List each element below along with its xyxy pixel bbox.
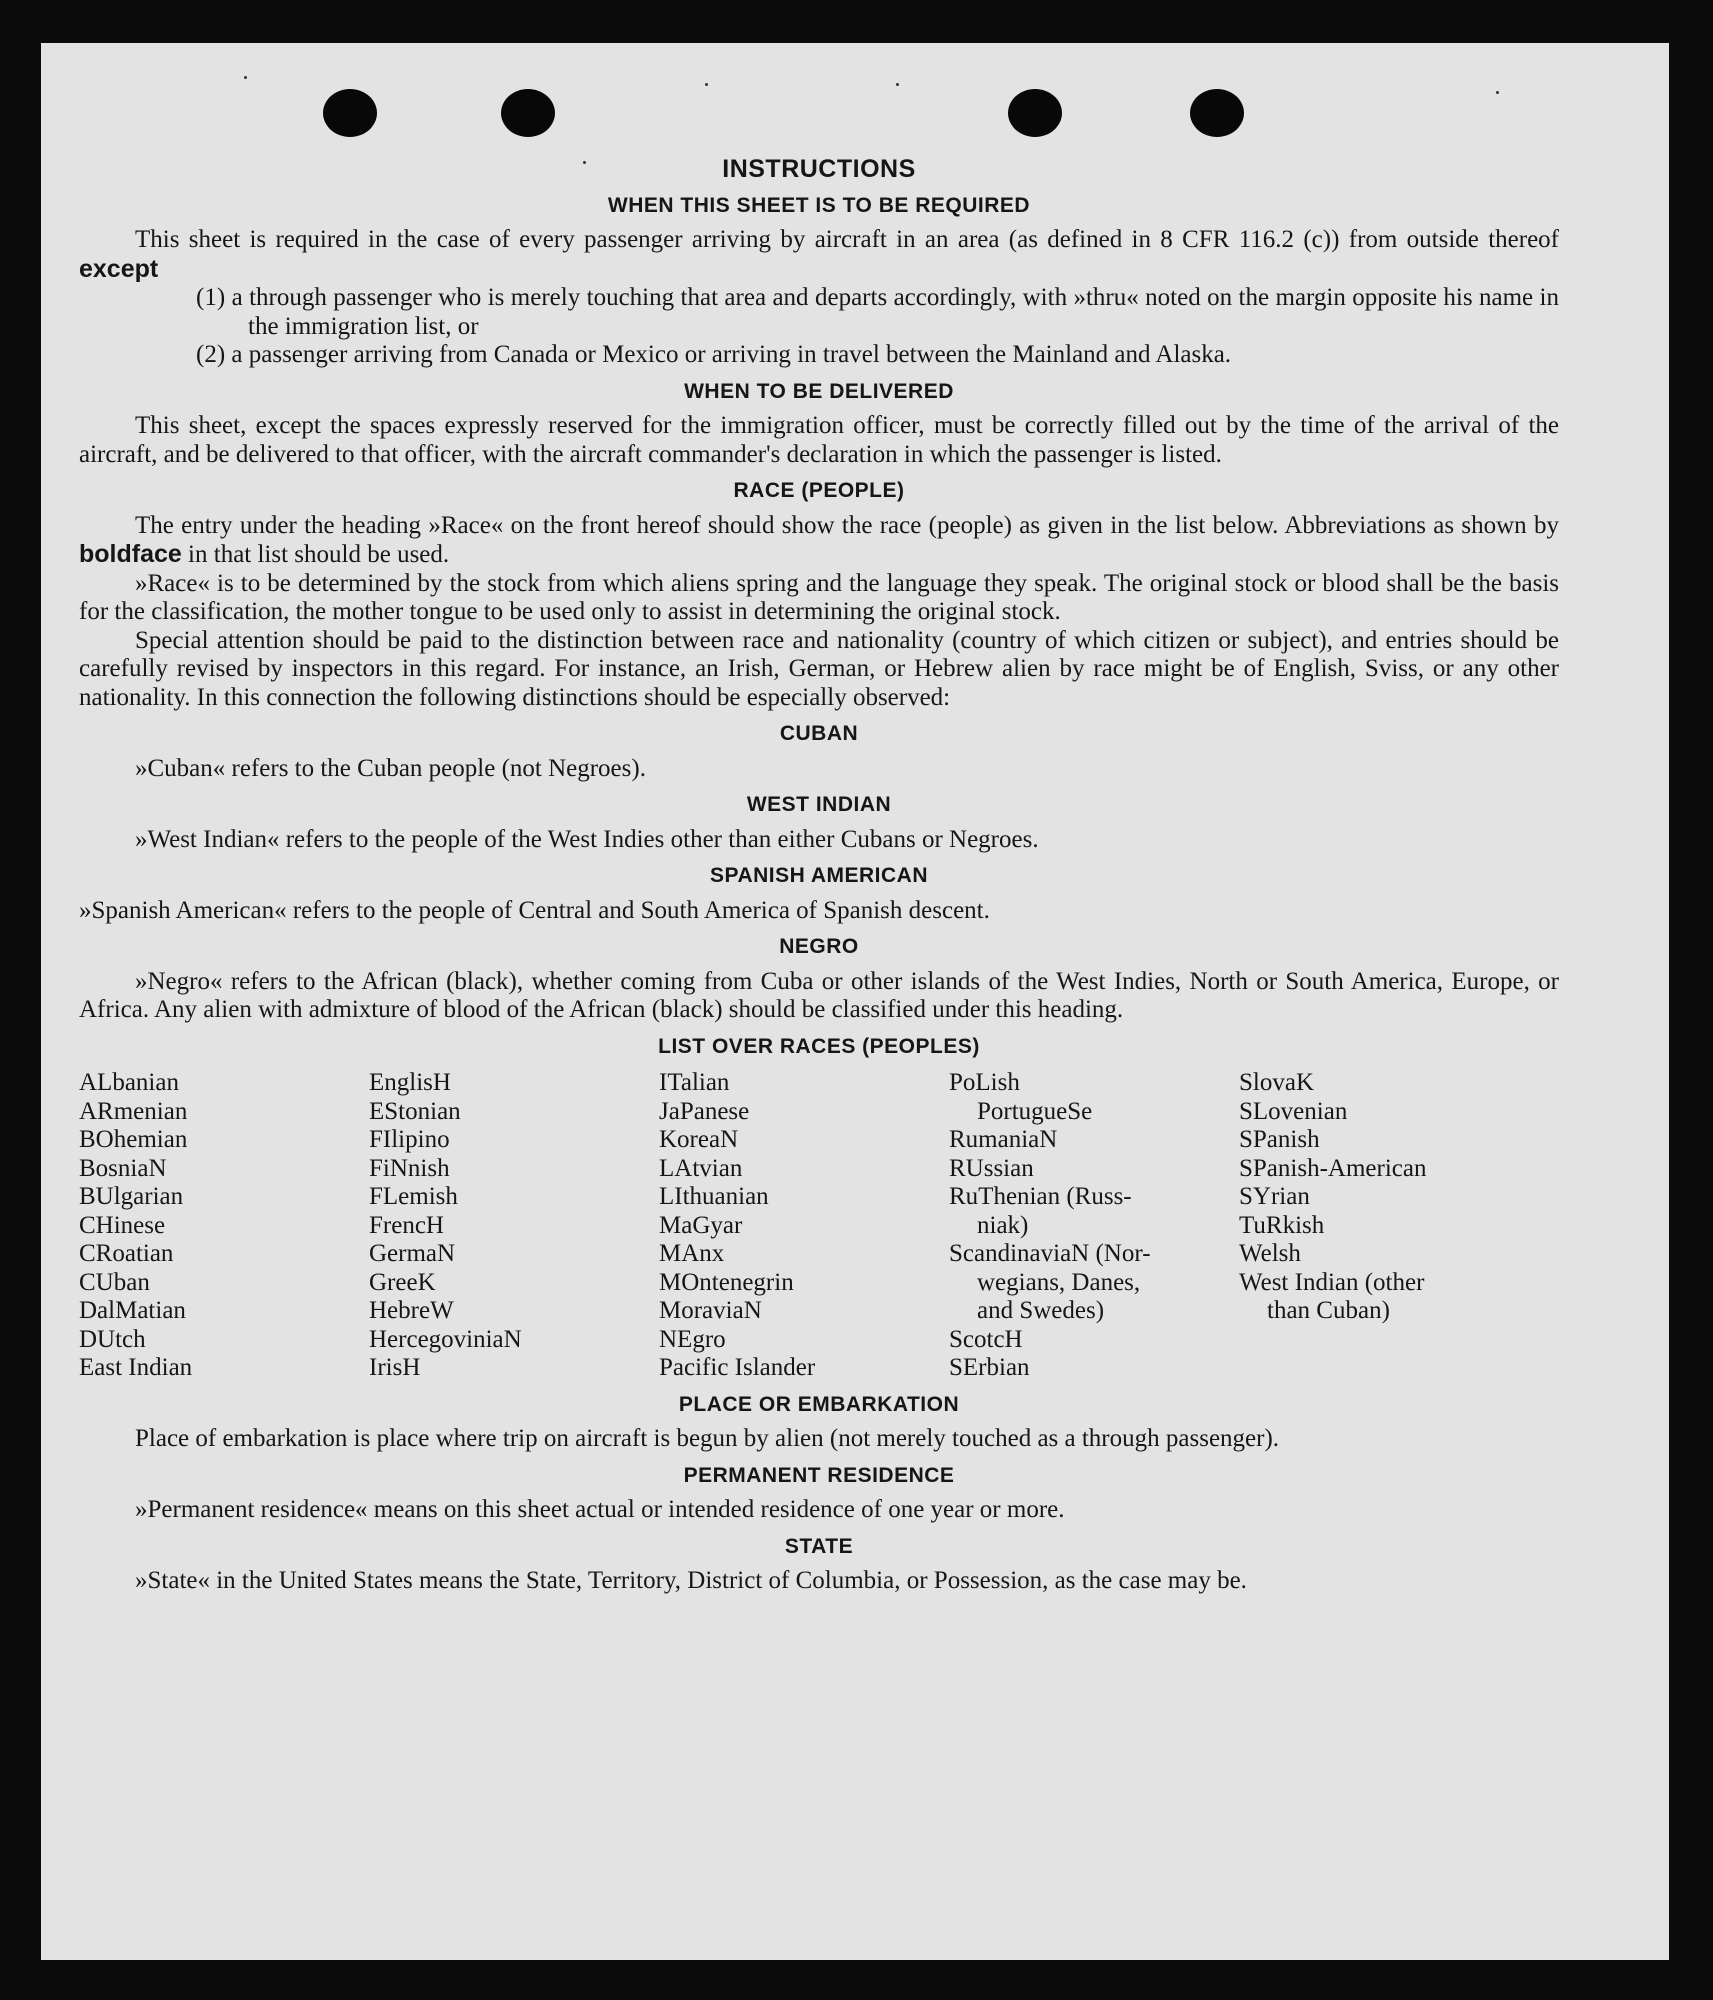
race-item: ARmenian [79, 1097, 188, 1125]
race-item: HebreW [369, 1297, 454, 1324]
race-item: JaPanese [659, 1097, 750, 1125]
west-indian-text: »West Indian« refers to the people of the West Indies other than either Cubans or Negroes. [135, 825, 1039, 853]
race-paragraph-1: The entry under the heading »Race« on the front hereof should show the race (people) as given in the list below. Abbreviations as shown by boldface in that list should be used. [79, 511, 1559, 568]
heading-required: WHEN THIS SHEET IS TO BE REQUIRED [607, 193, 1031, 217]
delivered-text: This sheet, except the spaces expressly reserved for the immigration officer, must be correctly filled out by the time of the arrival of the aircraft, and be delivered to that officer, with the aircraft commander's declaration in which the passenger is listed. [79, 412, 1559, 468]
race-item: ALbanian [79, 1069, 179, 1096]
heading-spanish-american: SPANISH AMERICAN [709, 864, 928, 887]
punch-hole [1008, 89, 1062, 137]
race-item: CUban [79, 1268, 150, 1296]
race-item: LIthuanian [659, 1183, 769, 1210]
heading-race-list: LIST OVER RACES (PEOPLES) [658, 1034, 980, 1058]
heading-state: STATE [784, 1534, 854, 1558]
race-item: BUlgarian [79, 1183, 184, 1210]
speck [896, 83, 899, 86]
race-item: EStonian [369, 1097, 461, 1125]
race-item: MOntenegrin [659, 1268, 794, 1296]
required-intro: This sheet is required in the case of every passenger arriving by aircraft in an area (as defined in 8 CFR 116.2 (c)) from outside thereof except [79, 226, 1559, 283]
race-item: MaGyar [659, 1211, 743, 1239]
race-item: MAnx [659, 1240, 725, 1267]
race-list [79, 1069, 1559, 1383]
race-item: GermaN [369, 1240, 456, 1267]
speck [705, 83, 708, 86]
race-item: CHinese [79, 1211, 166, 1239]
race-item: FrencH [369, 1211, 444, 1239]
race-item: EnglisH [369, 1069, 451, 1096]
page-title: INSTRUCTIONS [722, 155, 916, 183]
state-text: »State« in the United States means the State, Territory, District of Columbia, or Possession, as the case may be. [135, 1567, 1247, 1594]
race-item: West Indian (other [1239, 1268, 1425, 1296]
race-item: and Swedes) [977, 1297, 1105, 1324]
race-item: Welsh [1239, 1240, 1301, 1267]
race-item: PoLish [949, 1069, 1020, 1096]
race-item: CRoatian [79, 1240, 174, 1267]
punch-hole [1190, 89, 1244, 137]
race-item: KoreaN [659, 1126, 739, 1153]
race-item: ScotcH [949, 1325, 1023, 1353]
speck [1496, 91, 1499, 94]
race-item: PortugueSe [977, 1097, 1093, 1125]
race-item: HercegoviniaN [369, 1325, 522, 1353]
heading-negro: NEGRO [779, 935, 859, 958]
required-item-1: (1) a through passenger who is merely touching that area and departs accordingly, with »thru« noted on the margin opposite his name in the immigration list, or [196, 284, 1559, 340]
embarkation-text: Place of embarkation is place where trip on aircraft is begun by alien (not merely touched as a through passenger). [135, 1425, 1280, 1452]
race-item: GreeK [369, 1268, 436, 1296]
heading-race: RACE (PEOPLE) [733, 479, 905, 502]
race-item: DUtch [79, 1325, 146, 1353]
race-item: BosniaN [79, 1154, 167, 1182]
race-item: FiNnish [369, 1154, 450, 1182]
race-list-column [949, 1069, 1239, 1383]
race-item: FIlipino [369, 1126, 450, 1153]
heading-permanent-residence: PERMANENT RESIDENCE [683, 1463, 955, 1487]
instructions-content [79, 155, 1559, 1596]
race-item: SLovenian [1239, 1097, 1348, 1125]
cuban-text: »Cuban« refers to the Cuban people (not Negroes). [135, 754, 646, 782]
race-item: wegians, Danes, [977, 1268, 1141, 1296]
race-item: niak) [977, 1211, 1029, 1239]
race-item: RUssian [949, 1154, 1034, 1182]
residence-text: »Permanent residence« means on this sheet actual or intended residence of one year or more. [135, 1496, 1065, 1523]
race-item: SPanish [1239, 1126, 1320, 1153]
race-list-column [659, 1069, 949, 1383]
race-item: TuRkish [1239, 1211, 1325, 1239]
race-item: ScandinaviaN (Nor- [949, 1240, 1151, 1267]
spanish-american-text: »Spanish American« refers to the people of Central and South America of Spanish descent. [79, 896, 990, 924]
race-item: SYrian [1239, 1183, 1310, 1210]
race-item: IrisH [369, 1354, 421, 1381]
punch-hole [501, 89, 555, 137]
race-item: RumaniaN [949, 1126, 1058, 1153]
race-paragraph-3: Special attention should be paid to the distinction between race and nationality (country of which citizen or subject), and entries should be carefully revised by inspectors in this regard. For instance, an Irish, German, or Hebrew alien by race might be of English, Sviss, or any other nationality. In this connection the following distinctions should be especially observed: [79, 626, 1559, 711]
race-list-column [79, 1069, 369, 1383]
race-item: NEgro [659, 1325, 726, 1353]
punch-hole [323, 89, 377, 137]
speck [244, 76, 247, 79]
race-list-column [1239, 1069, 1529, 1383]
race-item: LAtvian [659, 1154, 743, 1182]
negro-text: »Negro« refers to the African (black), whether coming from Cuba or other islands of the West Indies, North or South America, Europe, or Africa. Any alien with admixture of blood of the African (black) should be classified under this heading. [79, 967, 1559, 1023]
heading-west-indian: WEST INDIAN [746, 793, 892, 816]
race-item: MoraviaN [659, 1297, 762, 1324]
race-item: RuThenian (Russ- [949, 1183, 1132, 1210]
race-item: Pacific Islander [659, 1354, 816, 1381]
race-item: than Cuban) [1267, 1297, 1390, 1324]
race-item: ITalian [659, 1069, 730, 1096]
race-list-column [369, 1069, 659, 1383]
race-item: DalMatian [79, 1297, 186, 1324]
race-item: FLemish [369, 1183, 458, 1210]
race-item: SlovaK [1239, 1069, 1314, 1096]
race-item: East Indian [79, 1354, 193, 1381]
race-item: BOhemian [79, 1126, 188, 1153]
document-page [41, 43, 1669, 1960]
required-item-2: (2) a passenger arriving from Canada or Mexico or arriving in travel between the Mainland and Alaska. [196, 341, 1232, 368]
heading-delivered: WHEN TO BE DELIVERED [684, 379, 954, 403]
heading-cuban: CUBAN [779, 722, 859, 745]
heading-embarkation: PLACE OR EMBARKATION [678, 1392, 960, 1416]
race-item: SPanish-American [1239, 1154, 1427, 1182]
race-item: SErbian [949, 1354, 1030, 1381]
race-paragraph-2: »Race« is to be determined by the stock from which aliens spring and the language they speak. The original stock or blood shall be the basis for the classification, the mother tongue to be used only to assist in determining the original stock. [79, 569, 1559, 625]
